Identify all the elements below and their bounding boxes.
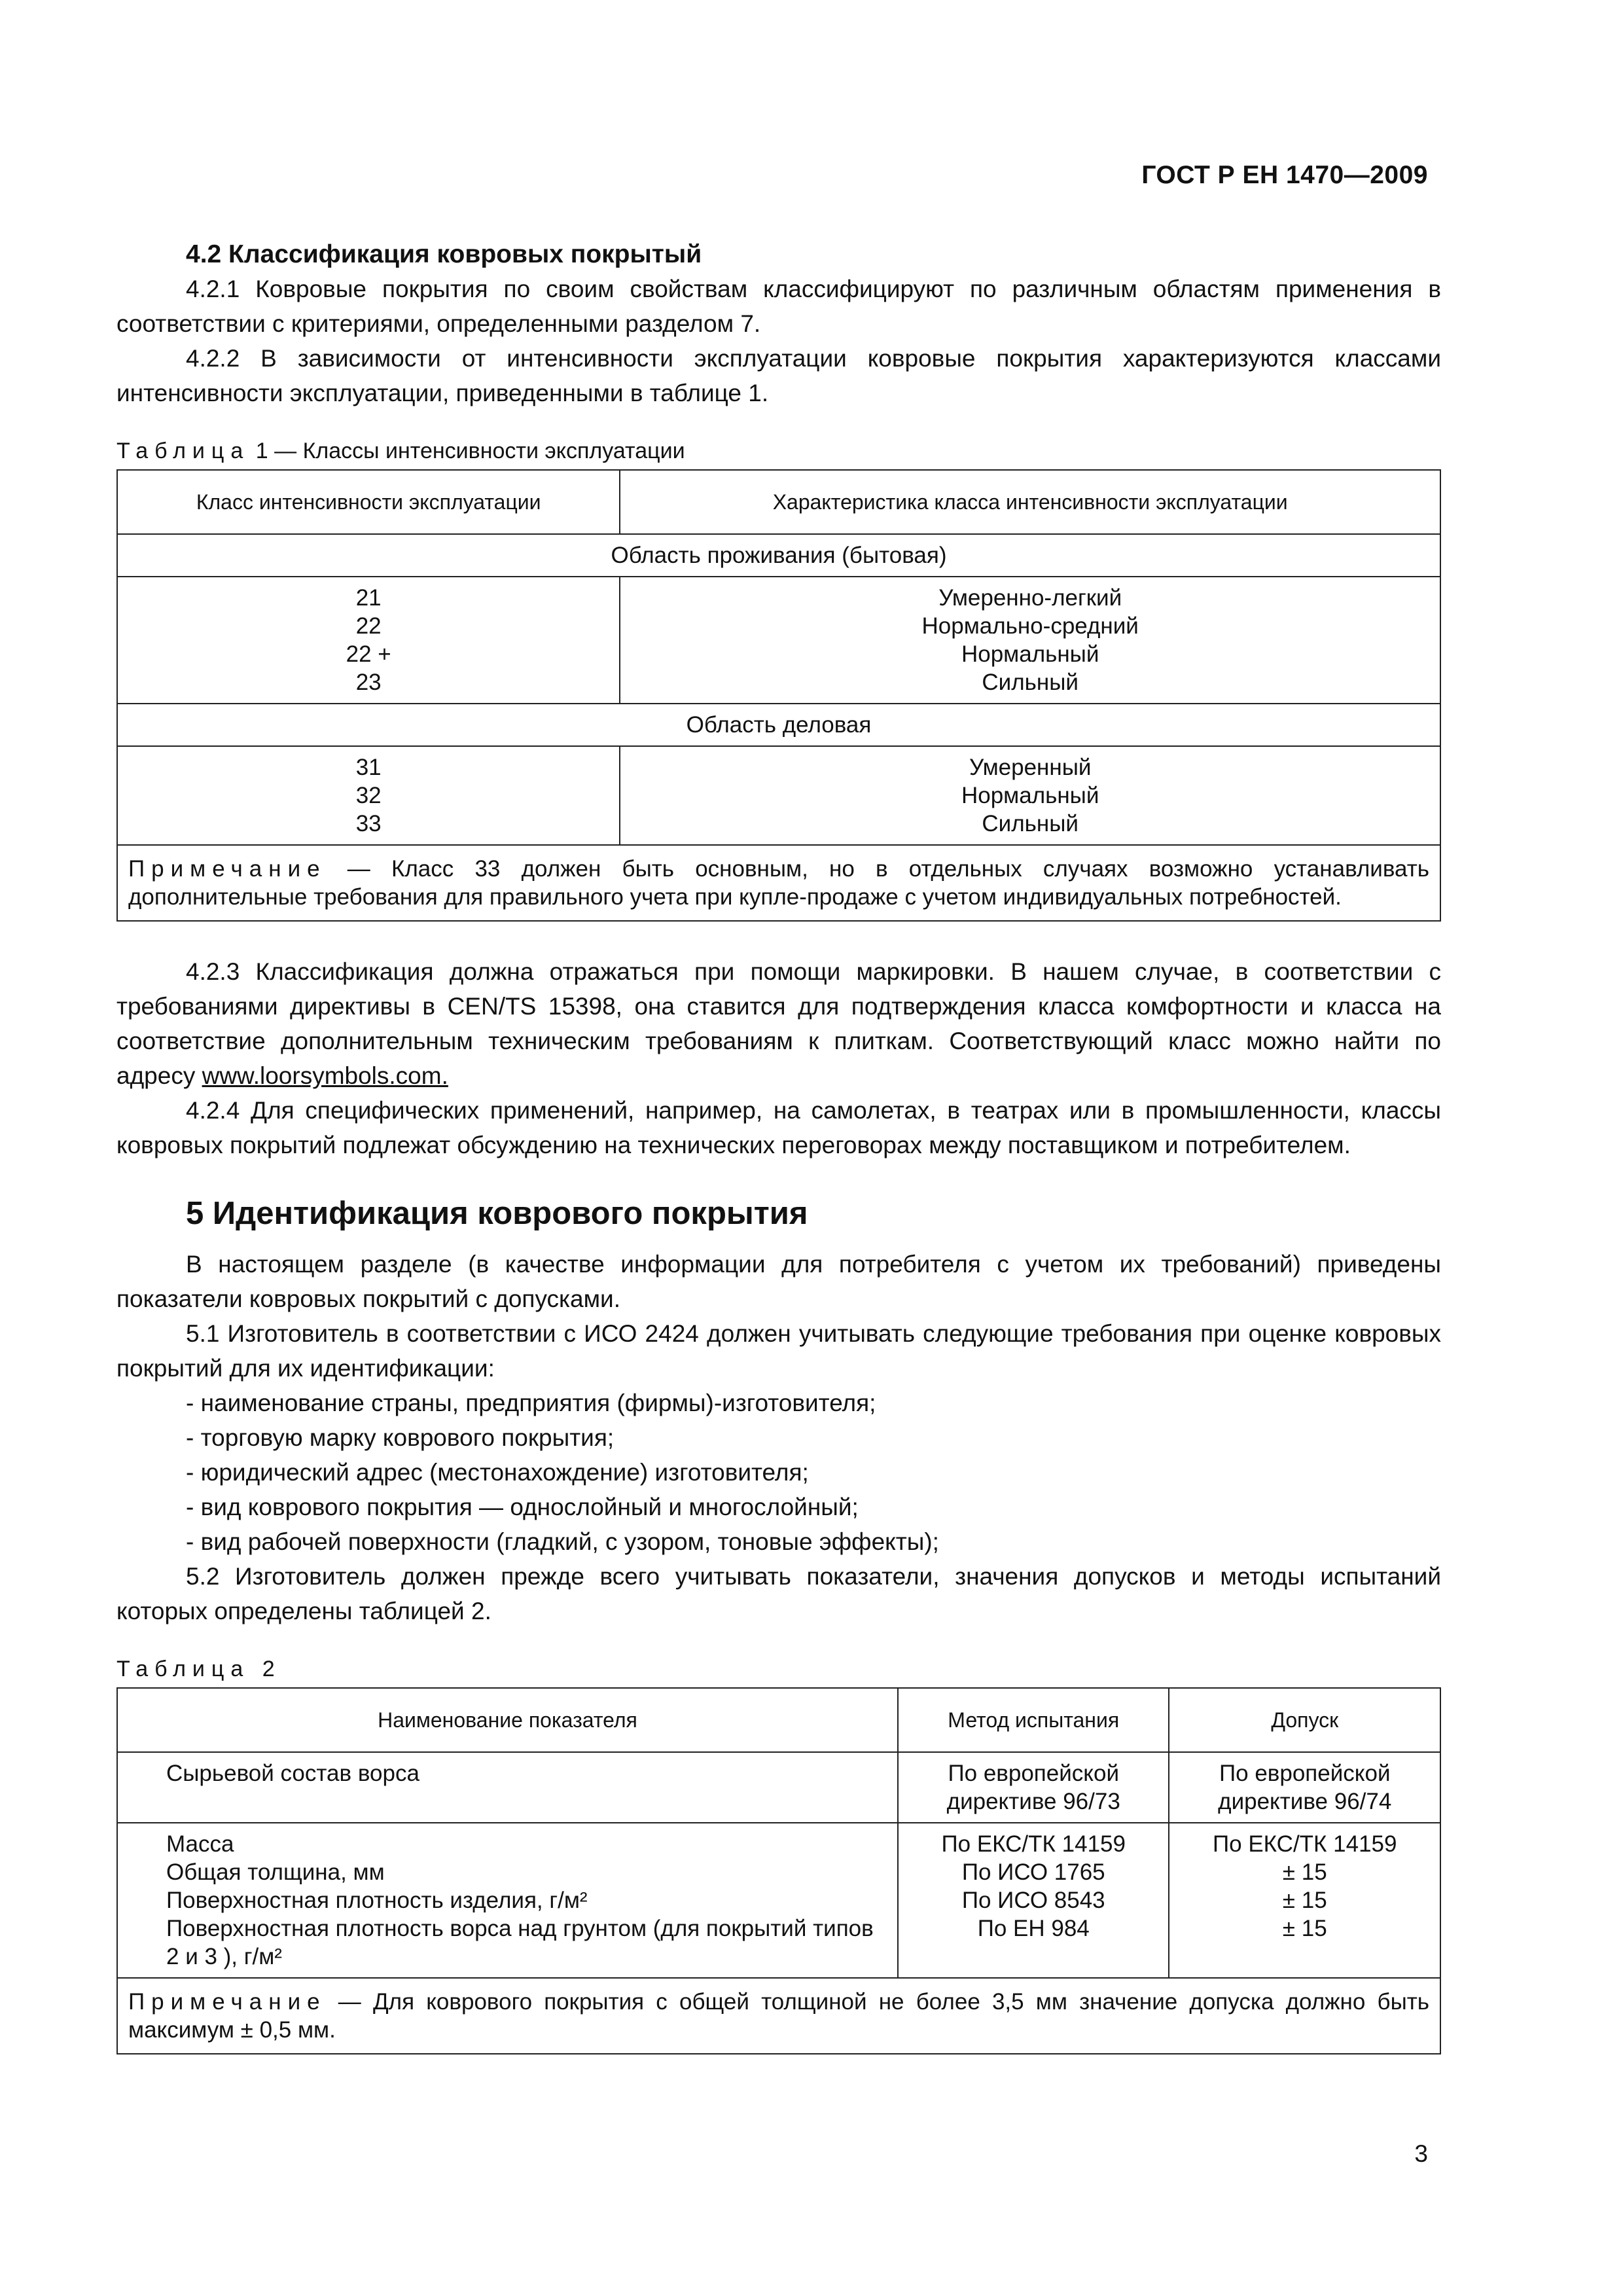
paragraph-4-2-3-text: 4.2.3 Классификация должна отражаться при помощи маркировки. В нашем случае, в соответствии с требованиями директивы в CEN/TS 15398, она ставится для подтверждения класса комфортности и класса на соответствие дополнительным техническим требованиям к плиткам. Соответствующий класс можно найти по адресу: [116, 958, 1441, 1089]
tolerance-value: ± 15: [1282, 1888, 1327, 1913]
indicator-name: Масса: [166, 1831, 234, 1857]
characteristic-value: Умеренно-легкий: [938, 585, 1122, 611]
indicator-name: Общая толщина, мм: [166, 1859, 385, 1885]
table1-group-title: Область проживания (бытовая): [117, 534, 1440, 577]
table1-row: [117, 577, 1440, 704]
section-5-intro: В настоящем разделе (в качестве информации для потребителя с учетом их требований) приведены показатели ковровых покрытий с допусками.: [116, 1251, 1441, 1312]
list-item: - вид рабочей поверхности (гладкий, с узором, тоновые эффекты);: [186, 1528, 939, 1555]
table1-classes-cell: [117, 746, 620, 845]
method-value: По ЕН 984: [977, 1916, 1090, 1941]
table2-name-cell: Сырьевой состав ворса: [117, 1752, 898, 1823]
website-link[interactable]: www.loorsymbols.com.: [202, 1062, 448, 1089]
list-item: - юридический адрес (местонахождение) изготовителя;: [186, 1459, 809, 1486]
table2-header-name: Наименование показателя: [117, 1688, 898, 1752]
paragraph-4-2-4: 4.2.4 Для специфических применений, например, на самолетах, в театрах или в промышленности, классы ковровых покрытий подлежат обсуждению на технических переговорах между поставщиком и потребителем.: [116, 1097, 1441, 1158]
method-value: По ИСО 8543: [961, 1888, 1105, 1913]
list-item: - наименование страны, предприятия (фирмы)-изготовителя;: [186, 1390, 876, 1416]
class-value: 31: [355, 755, 382, 780]
tolerance-value: директиве 96/74: [1218, 1789, 1392, 1814]
table1-header-row: [117, 470, 1440, 534]
note-label: Примечание: [128, 856, 327, 882]
page-number: 3: [1414, 2140, 1428, 2167]
list-item: - вид коврового покрытия — однослойный и многослойный;: [186, 1494, 859, 1520]
note-label: Примечание: [128, 1989, 327, 2015]
table2-tolerance-cell: [1169, 1823, 1440, 1978]
section-5-title: 5 Идентификация коврового покрытия: [186, 1196, 808, 1231]
table-1: [116, 469, 1441, 922]
table1-header-characteristic: Характеристика класса интенсивности эксплуатации: [620, 470, 1440, 534]
method-value: По европейской: [948, 1761, 1119, 1786]
table2-header-method: Метод испытания: [898, 1688, 1169, 1752]
note-text: — Для коврового покрытия с общей толщиной не более 3,5 мм значение допуска должно быть максимум ± 0,5 мм.: [128, 1989, 1429, 2043]
class-value: 21: [355, 585, 382, 611]
method-value: По ЕКС/ТК 14159: [941, 1831, 1126, 1857]
table1-note-row: [117, 845, 1440, 921]
table2-caption-label: Таблица 2: [116, 1657, 281, 1681]
paragraph-5-1: 5.1 Изготовитель в соответствии с ИСО 2424 должен учитывать следующие требования при оценке ковровых покрытий для их идентификации:: [116, 1320, 1441, 1382]
tolerance-value: ± 15: [1282, 1859, 1327, 1885]
class-value: 33: [355, 811, 382, 836]
paragraph-4-2-3: [116, 954, 1441, 1093]
paragraph-4-2-1: 4.2.1 Ковровые покрытия по своим свойствам классифицируют по различным областям применения в соответствии с критериями, определенными разделом 7.: [116, 276, 1441, 337]
characteristic-value: Сильный: [982, 670, 1079, 695]
characteristic-value: Умеренный: [969, 755, 1092, 780]
paragraph-5-2: 5.2 Изготовитель должен прежде всего учитывать показатели, значения допусков и методы испытаний которых определены таблицей 2.: [116, 1563, 1441, 1624]
characteristic-value: Нормальный: [961, 783, 1099, 808]
table-2: [116, 1687, 1441, 2054]
table2-note-row: [117, 1978, 1440, 2054]
standard-header: ГОСТ Р ЕН 1470—2009: [1141, 161, 1428, 189]
table2-tolerance-cell: [1169, 1752, 1440, 1823]
method-value: директиве 96/73: [946, 1789, 1120, 1814]
class-value: 32: [355, 783, 382, 808]
list-item: - торговую марку коврового покрытия;: [186, 1424, 615, 1451]
indicator-name: Поверхностная плотность изделия, г/м²: [166, 1888, 588, 1913]
method-value: По ИСО 1765: [961, 1859, 1105, 1885]
table1-chars-cell: [620, 577, 1440, 704]
class-value: 22: [355, 613, 382, 639]
table2-header-tolerance: Допуск: [1169, 1688, 1440, 1752]
table1-group-row: [117, 534, 1440, 577]
table2-name-cell: [117, 1823, 898, 1978]
table2-method-cell: [898, 1823, 1169, 1978]
table1-group-title: Область деловая: [117, 704, 1440, 746]
table2-row: [117, 1752, 1440, 1823]
note-text: — Класс 33 должен быть основным, но в отдельных случаях возможно устанавливать дополнительные требования для правильного учета при купле-продаже с учетом индивидуальных потребностей.: [128, 856, 1429, 910]
characteristic-value: Нормальный: [961, 641, 1099, 667]
table1-header-class: Класс интенсивности эксплуатации: [117, 470, 620, 534]
requirements-list: [116, 1386, 1441, 1559]
class-value: 22 +: [346, 641, 391, 667]
section-4-2-title: 4.2 Классификация ковровых покрытый: [186, 240, 702, 268]
tolerance-value: По ЕКС/ТК 14159: [1212, 1831, 1397, 1857]
table1-caption: [116, 437, 1441, 465]
table1-classes-cell: [117, 577, 620, 704]
table2-header-row: [117, 1688, 1440, 1752]
characteristic-value: Сильный: [982, 811, 1079, 836]
tolerance-value: По европейской: [1219, 1761, 1391, 1786]
table1-chars-cell: [620, 746, 1440, 845]
class-value: 23: [355, 670, 382, 695]
table2-row: [117, 1823, 1440, 1978]
table1-caption-title: 1 — Классы интенсивности эксплуатации: [255, 439, 685, 463]
table1-row: [117, 746, 1440, 845]
table1-note: [117, 845, 1440, 921]
paragraph-4-2-2: 4.2.2 В зависимости от интенсивности эксплуатации ковровые покрытия характеризуются классами интенсивности эксплуатации, приведенными в таблице 1.: [116, 345, 1441, 406]
table2-caption: [116, 1655, 1441, 1683]
table2-method-cell: [898, 1752, 1169, 1823]
page-content: [116, 237, 1441, 2054]
table1-caption-label: Таблица: [116, 439, 250, 463]
characteristic-value: Нормально-средний: [921, 613, 1139, 639]
tolerance-value: ± 15: [1282, 1916, 1327, 1941]
table2-note: [117, 1978, 1440, 2054]
table1-group-row: [117, 704, 1440, 746]
indicator-name: Поверхностная плотность ворса над грунтом (для покрытий типов 2 и 3 ), г/м²: [166, 1916, 874, 1969]
